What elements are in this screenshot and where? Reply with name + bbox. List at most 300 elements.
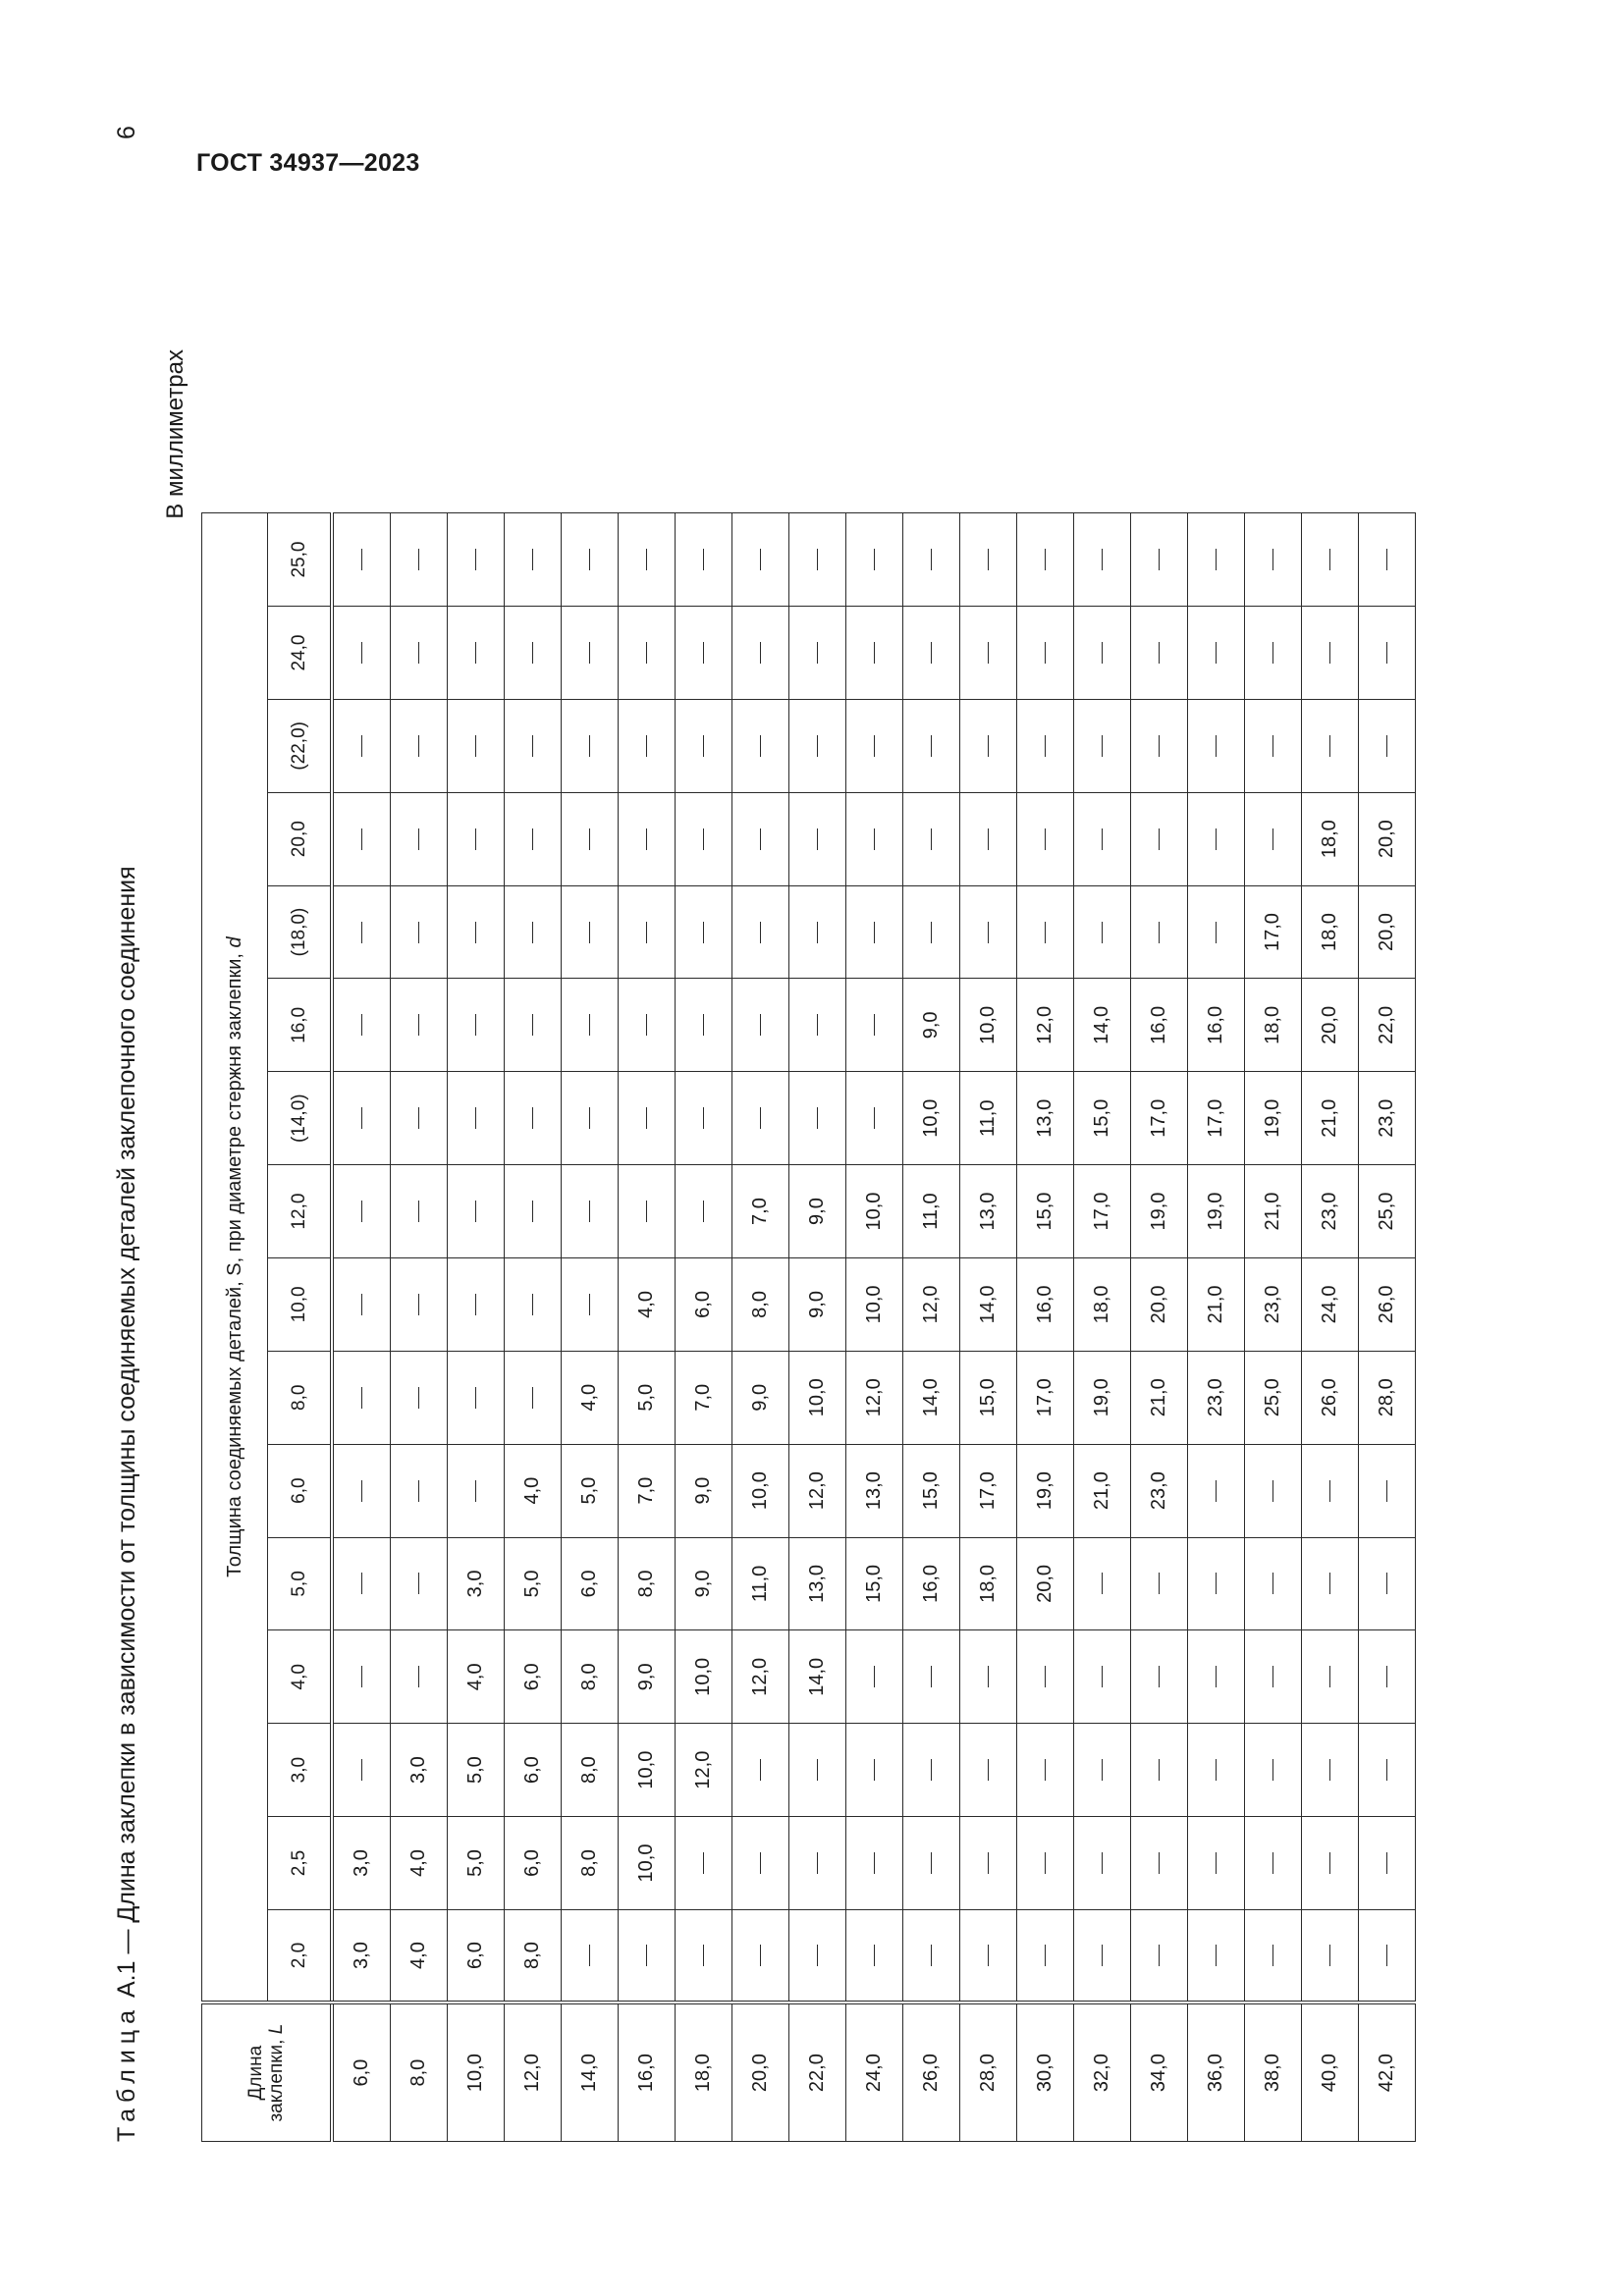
rivet-length-cell: 26,0 [903,2002,960,2141]
dash-mark [1045,1759,1047,1781]
dash-mark [931,1945,933,1966]
document-code-header: ГОСТ 34937—2023 [196,149,420,177]
dash-mark [475,1014,477,1036]
table-row [1131,513,1188,2142]
empty-value-cell [960,607,1017,700]
thickness-value-cell: 10,0 [903,1072,960,1165]
thickness-value-cell: 7,0 [619,1444,676,1537]
empty-value-cell [1359,1817,1416,1910]
table-row [562,513,619,2142]
thickness-value-cell: 9,0 [789,1165,846,1258]
thickness-value-cell: 23,0 [1302,1165,1359,1258]
thickness-value-cell: 15,0 [960,1351,1017,1444]
thickness-value-cell: 23,0 [1245,1257,1302,1351]
thickness-value-cell: 12,0 [846,1351,903,1444]
dash-mark [988,549,990,570]
dash-mark [703,642,705,664]
dash-mark [1159,1759,1161,1781]
empty-value-cell [448,699,505,792]
empty-value-cell [332,979,391,1072]
dash-mark [646,828,648,850]
dash-mark [589,1294,591,1315]
table-row [332,513,391,2142]
thickness-value-cell: 5,0 [448,1817,505,1910]
dash-mark [1159,735,1161,757]
dash-mark [1102,1945,1104,1966]
page-number: 6 [113,126,140,139]
thickness-value-cell: 11,0 [903,1165,960,1258]
rivet-length-cell: 18,0 [676,2002,732,2141]
dash-mark [760,1945,762,1966]
thickness-value-cell: 22,0 [1359,979,1416,1072]
table-row [1359,513,1416,2142]
dash-mark [1159,922,1161,943]
thickness-value-cell: 18,0 [1302,792,1359,885]
thickness-value-cell: 10,0 [676,1630,732,1724]
empty-value-cell [448,1351,505,1444]
dash-mark [817,642,819,664]
thickness-value-cell: 7,0 [732,1165,789,1258]
empty-value-cell [1302,513,1359,607]
thickness-value-cell: 17,0 [1188,1072,1245,1165]
empty-value-cell [1017,1724,1074,1817]
dash-mark [874,549,876,570]
dash-mark [1386,1666,1388,1687]
empty-value-cell [1131,792,1188,885]
diameter-header: 6,0 [268,1444,333,1537]
empty-value-cell [903,885,960,979]
empty-value-cell [562,1072,619,1165]
dash-mark [1159,642,1161,664]
dash-mark [475,1294,477,1315]
empty-value-cell [1017,699,1074,792]
dash-mark [931,642,933,664]
dash-mark [418,1387,420,1409]
dash-mark [589,1201,591,1222]
dash-mark [646,1014,648,1036]
dash-mark [1272,1480,1274,1502]
dash-mark [1045,642,1047,664]
dash-mark [760,1759,762,1781]
empty-value-cell [332,607,391,700]
thickness-value-cell: 20,0 [1302,979,1359,1072]
empty-value-cell [960,1909,1017,2002]
dash-mark [646,1107,648,1129]
dash-mark [988,828,990,850]
empty-value-cell [960,513,1017,607]
dash-mark [418,1107,420,1129]
empty-value-cell [1131,1537,1188,1630]
thickness-value-cell: 12,0 [732,1630,789,1724]
empty-value-cell [1302,1444,1359,1537]
empty-value-cell [448,979,505,1072]
dash-mark [931,1759,933,1781]
diameter-header: 3,0 [268,1724,333,1817]
thickness-value-cell: 4,0 [505,1444,562,1537]
empty-value-cell [903,1724,960,1817]
empty-value-cell [1245,699,1302,792]
dash-mark [1272,735,1274,757]
empty-value-cell [332,1257,391,1351]
empty-value-cell [1074,792,1131,885]
empty-value-cell [1074,513,1131,607]
dash-mark [1045,1666,1047,1687]
dash-mark [817,1107,819,1129]
dash-mark [760,735,762,757]
empty-value-cell [391,885,448,979]
dash-mark [418,1480,420,1502]
dash-mark [1159,549,1161,570]
table-row [960,513,1017,2142]
thickness-value-cell: 19,0 [1188,1165,1245,1258]
empty-value-cell [789,1072,846,1165]
empty-value-cell [1074,1630,1131,1724]
empty-value-cell [1131,1909,1188,2002]
thickness-value-cell: 16,0 [1017,1257,1074,1351]
dash-mark [1216,828,1218,850]
empty-value-cell [1074,1724,1131,1817]
dash-mark [532,1014,534,1036]
dash-mark [760,549,762,570]
empty-value-cell [332,1444,391,1537]
rivet-length-cell: 24,0 [846,2002,903,2141]
thickness-value-cell: 16,0 [1131,979,1188,1072]
diameter-header: (18,0) [268,885,333,979]
thickness-value-cell: 12,0 [676,1724,732,1817]
dash-mark [1386,1573,1388,1594]
thickness-value-cell: 6,0 [505,1724,562,1817]
dash-mark [361,1201,363,1222]
empty-value-cell [619,607,676,700]
dash-mark [703,1201,705,1222]
dash-mark [589,549,591,570]
rivet-length-cell: 20,0 [732,2002,789,2141]
dash-mark [1216,1945,1218,1966]
dash-mark [1045,922,1047,943]
dash-mark [931,549,933,570]
dash-mark [1102,735,1104,757]
rivet-length-cell: 14,0 [562,2002,619,2141]
thickness-value-cell: 17,0 [1017,1351,1074,1444]
dash-mark [1329,549,1331,570]
dash-mark [361,549,363,570]
thickness-value-cell: 17,0 [960,1444,1017,1537]
dash-mark [931,922,933,943]
empty-value-cell [505,1165,562,1258]
thickness-value-cell: 12,0 [903,1257,960,1351]
empty-value-cell [1074,699,1131,792]
empty-value-cell [846,1909,903,2002]
diameter-header: 10,0 [268,1257,333,1351]
thickness-value-cell: 28,0 [1359,1351,1416,1444]
empty-value-cell [1017,1909,1074,2002]
rivet-length-cell: 12,0 [505,2002,562,2141]
dash-mark [1216,1852,1218,1874]
empty-value-cell [619,513,676,607]
table-caption [113,866,141,2142]
thickness-value-cell: 10,0 [789,1351,846,1444]
dash-mark [532,1294,534,1315]
empty-value-cell [846,513,903,607]
empty-value-cell [789,1909,846,2002]
empty-value-cell [903,1817,960,1910]
thickness-value-cell: 4,0 [391,1909,448,2002]
empty-value-cell [1188,1537,1245,1630]
diameter-header: (14,0) [268,1072,333,1165]
diameter-header: 8,0 [268,1351,333,1444]
empty-value-cell [1245,1909,1302,2002]
rivet-length-cell: 8,0 [391,2002,448,2141]
empty-value-cell [676,607,732,700]
thickness-value-cell: 4,0 [619,1257,676,1351]
empty-value-cell [1245,607,1302,700]
dash-mark [1272,642,1274,664]
thickness-value-cell: 3,0 [332,1817,391,1910]
empty-value-cell [619,885,676,979]
dash-mark [874,1852,876,1874]
thickness-value-cell: 4,0 [391,1817,448,1910]
rivet-length-cell: 34,0 [1131,2002,1188,2141]
empty-value-cell [846,1724,903,1817]
dash-mark [1272,1666,1274,1687]
empty-value-cell [332,1072,391,1165]
dash-mark [988,922,990,943]
dash-mark [475,549,477,570]
dash-mark [988,1666,990,1687]
empty-value-cell [619,1909,676,2002]
dash-mark [1329,642,1331,664]
dash-mark [931,1852,933,1874]
corner-header-line1: Длина [245,2045,266,2101]
dash-mark [361,735,363,757]
thickness-value-cell: 10,0 [846,1165,903,1258]
empty-value-cell [505,1257,562,1351]
thickness-value-cell: 3,0 [332,1909,391,2002]
table-row [1302,513,1359,2142]
empty-value-cell [1131,607,1188,700]
dash-mark [1102,1666,1104,1687]
thickness-value-cell: 23,0 [1359,1072,1416,1165]
thickness-value-cell: 21,0 [1245,1165,1302,1258]
thickness-value-cell: 14,0 [1074,979,1131,1072]
empty-value-cell [903,513,960,607]
empty-value-cell [1245,1630,1302,1724]
table-row [619,513,676,2142]
empty-value-cell [448,792,505,885]
dash-mark [532,1107,534,1129]
empty-value-cell [1245,1444,1302,1537]
empty-value-cell [391,1537,448,1630]
dash-mark [1272,1945,1274,1966]
thickness-value-cell: 13,0 [789,1537,846,1630]
dash-mark [589,828,591,850]
empty-value-cell [619,792,676,885]
dash-mark [475,828,477,850]
empty-value-cell [732,1072,789,1165]
empty-value-cell [1017,513,1074,607]
empty-value-cell [903,792,960,885]
empty-value-cell [903,607,960,700]
dash-mark [1386,1852,1388,1874]
thickness-value-cell: 19,0 [1245,1072,1302,1165]
dash-mark [1216,549,1218,570]
empty-value-cell [505,1351,562,1444]
dash-mark [988,1759,990,1781]
table-caption-label: Таблица [113,2003,140,2142]
thickness-value-cell: 20,0 [1017,1537,1074,1630]
dash-mark [874,1945,876,1966]
empty-value-cell [1359,1724,1416,1817]
thickness-value-cell: 26,0 [1359,1257,1416,1351]
dash-mark [1159,1945,1161,1966]
dash-mark [760,828,762,850]
empty-value-cell [332,792,391,885]
thickness-value-cell: 12,0 [789,1444,846,1537]
empty-value-cell [676,1817,732,1910]
dash-mark [361,922,363,943]
empty-value-cell [391,1072,448,1165]
empty-value-cell [1131,699,1188,792]
dash-mark [1329,1666,1331,1687]
dash-mark [760,642,762,664]
empty-value-cell [676,979,732,1072]
empty-value-cell [1188,1444,1245,1537]
empty-value-cell [505,699,562,792]
dash-mark [361,1573,363,1594]
dash-mark [703,828,705,850]
empty-value-cell [676,1165,732,1258]
dash-mark [703,1014,705,1036]
dash-mark [1045,1945,1047,1966]
thickness-value-cell: 18,0 [1245,979,1302,1072]
empty-value-cell [903,1630,960,1724]
thickness-value-cell: 4,0 [448,1630,505,1724]
thickness-value-cell: 25,0 [1245,1351,1302,1444]
thickness-value-cell: 13,0 [1017,1072,1074,1165]
empty-value-cell [391,699,448,792]
rivet-length-cell: 28,0 [960,2002,1017,2141]
empty-value-cell [1359,1630,1416,1724]
thickness-value-cell: 8,0 [562,1724,619,1817]
empty-value-cell [676,1909,732,2002]
dash-mark [1386,549,1388,570]
dash-mark [874,1759,876,1781]
empty-value-cell [903,1909,960,2002]
dash-mark [418,1573,420,1594]
empty-value-cell [1131,1817,1188,1910]
thickness-value-cell: 9,0 [903,979,960,1072]
thickness-value-cell: 6,0 [562,1537,619,1630]
thickness-value-cell: 14,0 [960,1257,1017,1351]
thickness-value-cell: 23,0 [1131,1444,1188,1537]
empty-value-cell [732,1724,789,1817]
dash-mark [1216,642,1218,664]
empty-value-cell [448,885,505,979]
dash-mark [646,735,648,757]
thickness-value-cell: 8,0 [619,1537,676,1630]
dash-mark [1329,1945,1331,1966]
dash-mark [1329,735,1331,757]
empty-value-cell [1359,1909,1416,2002]
thickness-value-cell: 8,0 [562,1817,619,1910]
dash-mark [1102,549,1104,570]
empty-value-cell [789,979,846,1072]
empty-value-cell [732,792,789,885]
thickness-value-cell: 5,0 [448,1724,505,1817]
rivet-length-cell: 30,0 [1017,2002,1074,2141]
diameter-header: 5,0 [268,1537,333,1630]
thickness-value-cell: 4,0 [562,1351,619,1444]
table-row [846,513,903,2142]
diameter-header: (22,0) [268,699,333,792]
thickness-value-cell: 18,0 [1302,885,1359,979]
thickness-value-cell: 10,0 [619,1724,676,1817]
thickness-value-cell: 10,0 [846,1257,903,1351]
empty-value-cell [789,699,846,792]
thickness-value-cell: 19,0 [1131,1165,1188,1258]
table-row [676,513,732,2142]
dash-mark [532,1387,534,1409]
dash-mark [1386,642,1388,664]
thickness-value-cell: 5,0 [562,1444,619,1537]
dash-mark [1102,828,1104,850]
thickness-value-cell: 15,0 [846,1537,903,1630]
empty-value-cell [1188,885,1245,979]
empty-value-cell [1188,699,1245,792]
dash-mark [475,1387,477,1409]
empty-value-cell [1017,1817,1074,1910]
dash-mark [1329,1852,1331,1874]
dash-mark [1159,1852,1161,1874]
dash-mark [361,1480,363,1502]
table-row [505,513,562,2142]
dash-mark [703,1945,705,1966]
dash-mark [361,1294,363,1315]
dash-mark [646,922,648,943]
empty-value-cell [505,607,562,700]
dash-mark [532,735,534,757]
dash-mark [817,1852,819,1874]
empty-value-cell [789,607,846,700]
thickness-value-cell: 6,0 [676,1257,732,1351]
empty-value-cell [676,1072,732,1165]
empty-value-cell [332,1351,391,1444]
dash-mark [988,1945,990,1966]
dash-mark [1045,828,1047,850]
empty-value-cell [1188,607,1245,700]
dash-mark [1045,549,1047,570]
empty-value-cell [1359,1444,1416,1537]
empty-value-cell [846,979,903,1072]
rivet-length-cell: 6,0 [332,2002,391,2141]
thickness-value-cell: 15,0 [1017,1165,1074,1258]
empty-value-cell [391,1630,448,1724]
rivet-length-cell: 10,0 [448,2002,505,2141]
dash-mark [646,1945,648,1966]
dash-mark [988,735,990,757]
empty-value-cell [732,607,789,700]
empty-value-cell [448,1444,505,1537]
thickness-value-cell: 21,0 [1074,1444,1131,1537]
dash-mark [1045,1852,1047,1874]
empty-value-cell [676,513,732,607]
empty-value-cell [448,1257,505,1351]
empty-value-cell [1359,513,1416,607]
dash-mark [532,1201,534,1222]
empty-value-cell [1245,1724,1302,1817]
empty-value-cell [732,885,789,979]
empty-value-cell [960,699,1017,792]
